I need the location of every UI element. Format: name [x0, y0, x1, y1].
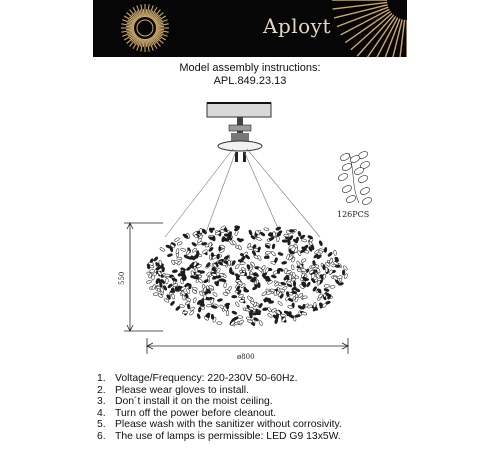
height-dimension	[124, 223, 163, 331]
instruction-item: 1. Voltage/Frequency: 220-230V 50-60Hz.	[97, 373, 298, 384]
chandelier-drawing	[115, 95, 385, 365]
instruction-item: 4. Turn off the power before cleanout.	[97, 407, 277, 419]
diameter-label: ø800	[237, 353, 255, 361]
brand-name: Aployt	[263, 14, 332, 38]
instructions-list	[97, 373, 342, 443]
height-label: 550	[118, 271, 126, 285]
diameter-dimension	[147, 338, 348, 354]
suspension-cables	[165, 149, 320, 237]
instruction-item: 3. Don´t install it on the moist ceiling.	[97, 396, 273, 408]
ceiling-canopy	[207, 103, 271, 117]
sun-logo-icon	[93, 0, 407, 57]
leaves-count-label: 126PCS	[337, 210, 370, 219]
document-title: Model assembly instructions:	[179, 62, 321, 74]
instruction-item: 6. The use of lamps is permissible: LED G9 13x5W.	[97, 430, 341, 442]
leaf-branch-icon	[337, 150, 373, 206]
model-number: APL.849.23.13	[213, 75, 287, 87]
hub-disc	[218, 141, 262, 151]
instruction-item: 2. Please wear gloves to install.	[97, 384, 249, 396]
instruction-item: 5. Please wash with the sanitizer without corrosivity.	[97, 419, 342, 431]
leaf-cluster	[146, 225, 348, 326]
brand-banner	[93, 0, 407, 57]
